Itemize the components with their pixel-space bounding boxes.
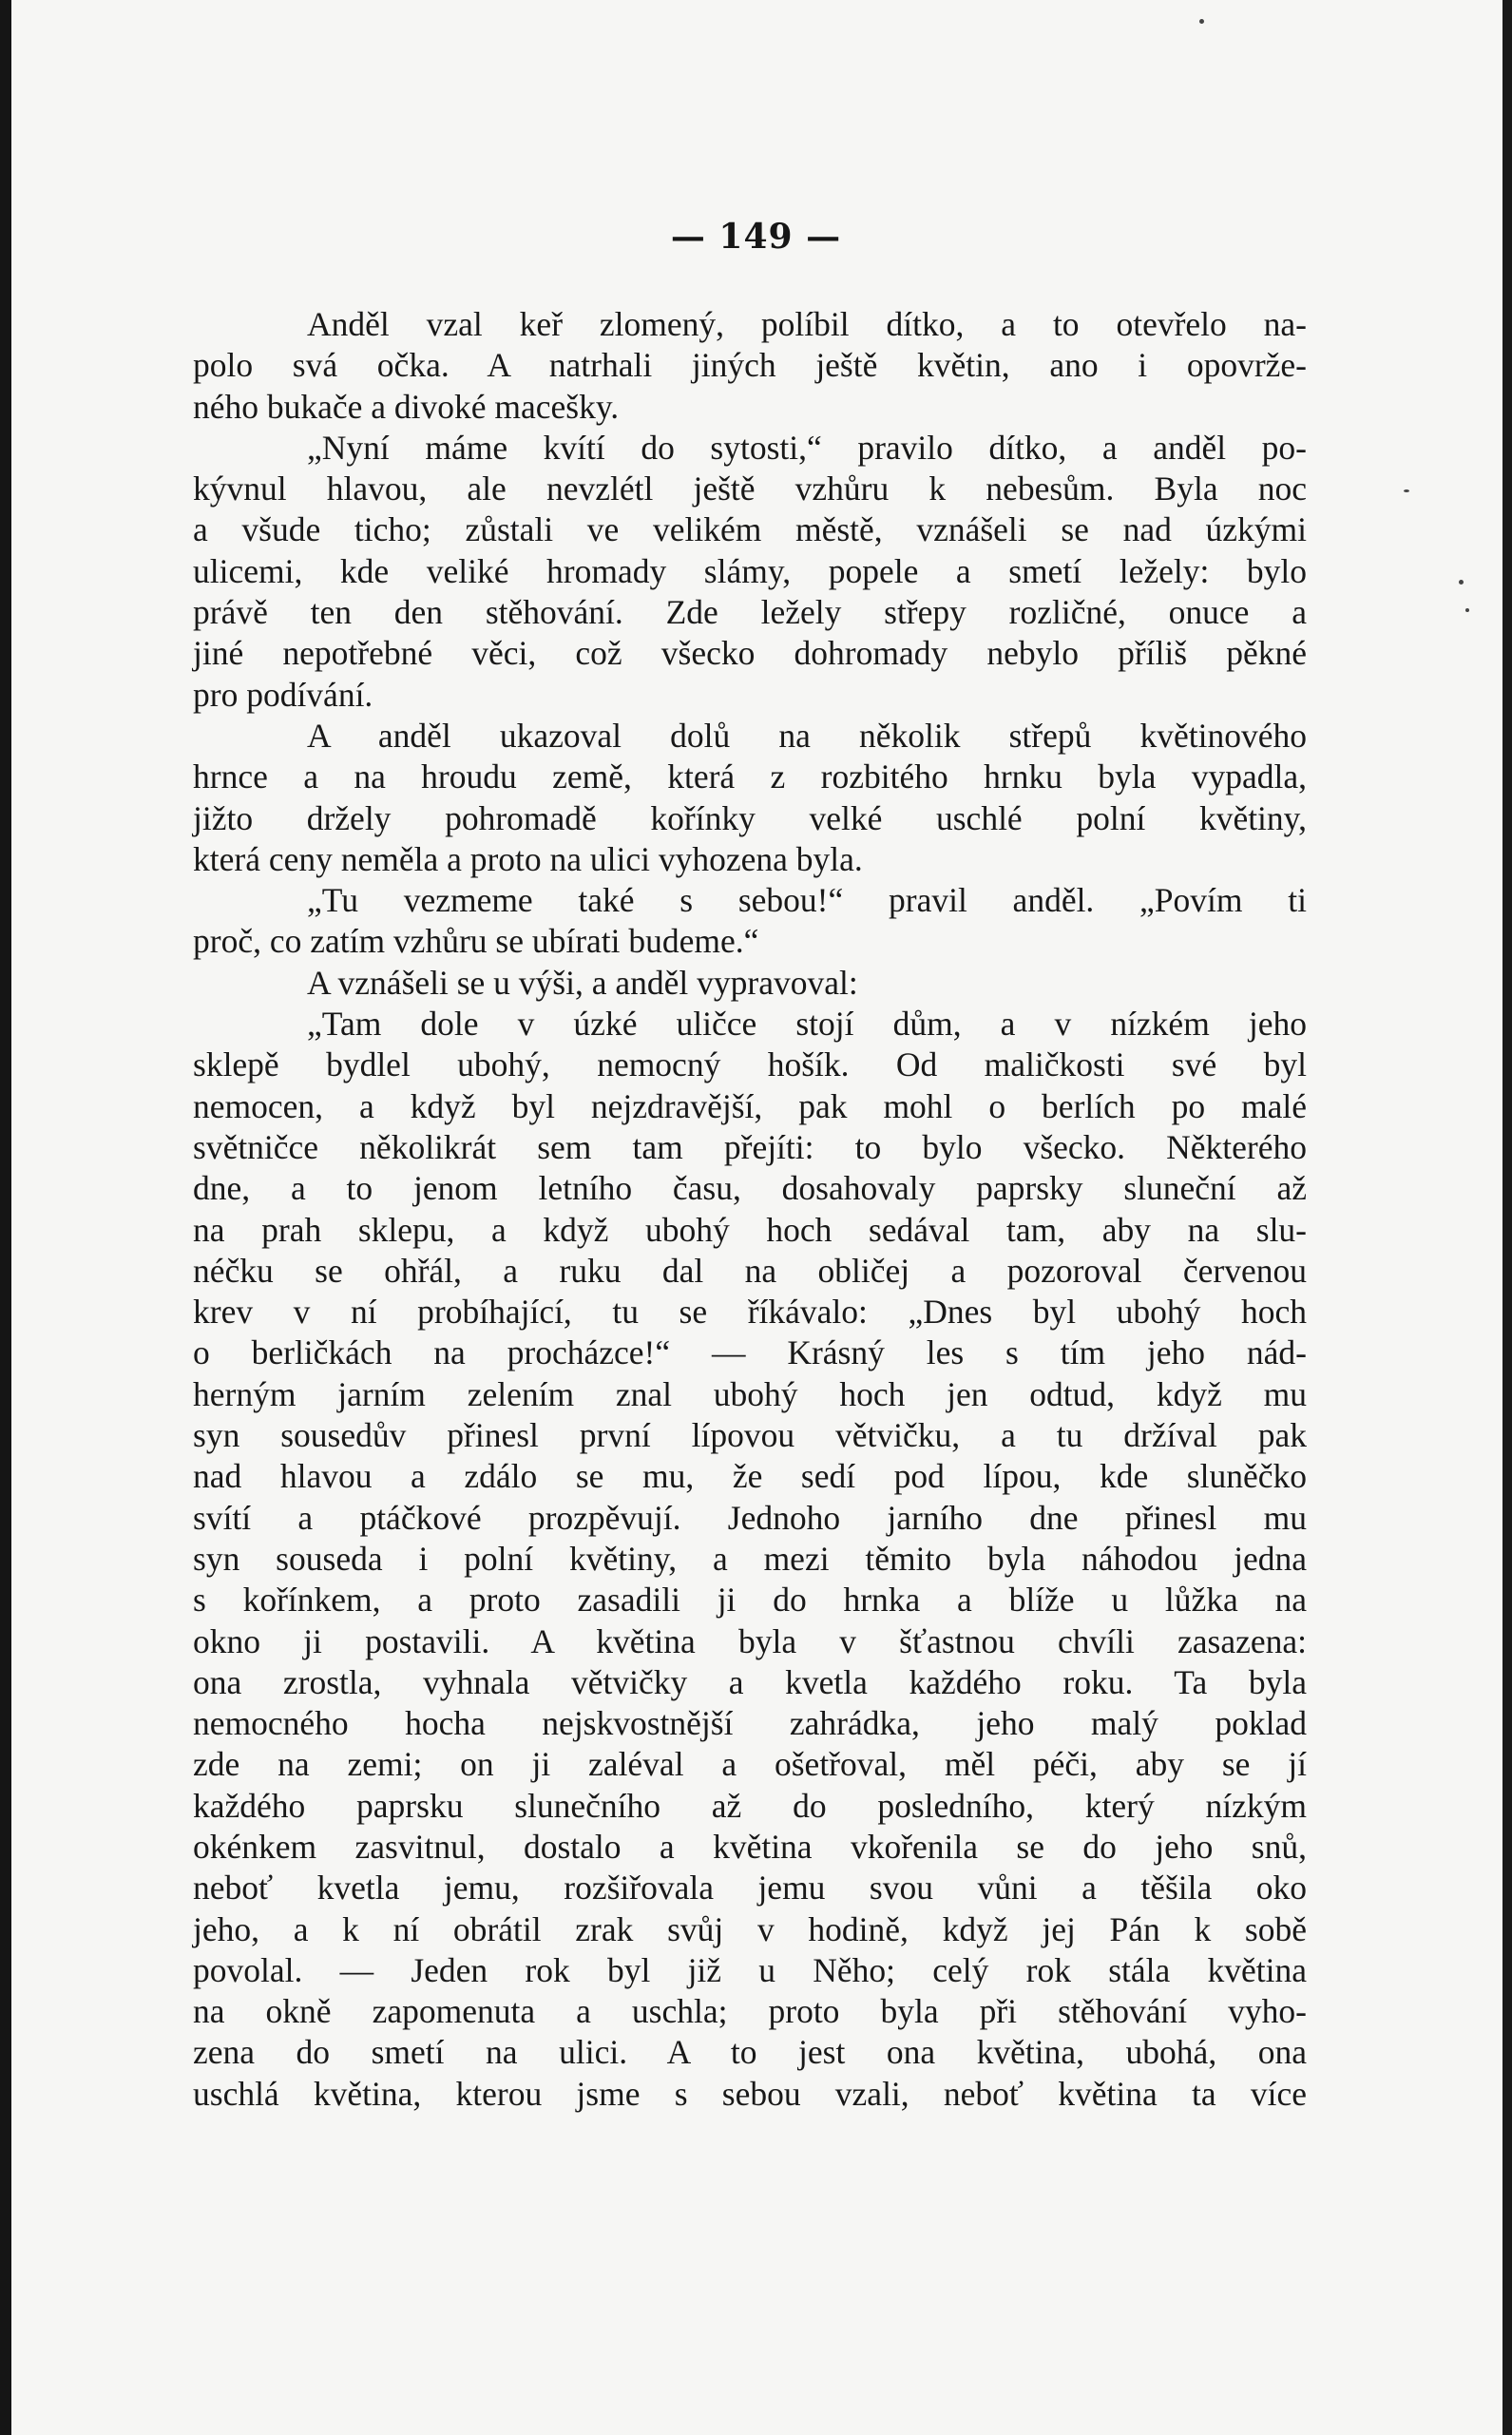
text-line: nemocen, a když byl nejzdravější, pak mohl o berlích po malé — [193, 1086, 1307, 1125]
text-line: kývnul hlavou, ale nevzlétl ještě vzhůru k nebesům. Byla noc — [193, 470, 1307, 508]
text-line: pro podívání. — [193, 675, 373, 714]
text-line: dne, a to jenom letního času, dosahovaly paprsky sluneční až — [193, 1169, 1307, 1208]
body-text — [193, 304, 1307, 2115]
text-line: sklepě bydlel ubohý, nemocný hošík. Od maličkosti své byl — [193, 1045, 1307, 1084]
text-line: ného bukače a divoké macešky. — [193, 387, 620, 426]
text-line: jeho, a k ní obrátil zrak svůj v hodině, když jej Pán k sobě — [193, 1909, 1307, 1948]
text-line: ona zrostla, vyhnala větvičky a kvetla každého roku. Ta byla — [193, 1662, 1307, 1701]
text-line: „Tam dole v úzké uličce stojí dům, a v nízkém jeho — [307, 1005, 1307, 1044]
text-line: a všude ticho; zůstali ve velikém městě, vznášeli se nad úzkými — [193, 510, 1307, 549]
text-line: „Nyní máme kvítí do sytosti,“ pravilo dítko, a anděl po- — [307, 428, 1307, 467]
text-line: nemocného hocha nejskvostnější zahrádka, jeho malý poklad — [193, 1704, 1307, 1743]
text-line: néčku se ohřál, a ruku dal na obličej a pozoroval červenou — [193, 1251, 1307, 1290]
text-line: o berličkách na procházce!“ — Krásný les s tím jeho nád- — [193, 1333, 1307, 1372]
text-line: neboť kvetla jemu, rozšiřovala jemu svou vůni a těšila oko — [193, 1869, 1307, 1908]
text-line: krev v ní probíhající, tu se říkávalo: „Dnes byl ubohý hoch — [193, 1293, 1307, 1332]
text-line: uschlá květina, kterou jsme s sebou vzali, neboť květina ta více — [193, 2074, 1307, 2113]
scan-edge-left — [0, 0, 11, 2435]
text-line: svítí a ptáčkové prozpěvují. Jednoho jarního dne přinesl mu — [193, 1498, 1307, 1537]
text-line: proč, co zatím vzhůru se ubírati budeme.“ — [193, 922, 759, 961]
text-line: okno ji postavili. A květina byla v šťastnou chvíli zasazena: — [193, 1621, 1307, 1660]
scan-speck — [1459, 580, 1464, 585]
text-line: s kořínkem, a proto zasadili ji do hrnka a blíže u lůžka na — [193, 1581, 1307, 1620]
text-line: jižto držely pohromadě kořínky velké uschlé polní květiny, — [193, 798, 1307, 837]
page-number: — 149 — — [670, 217, 842, 257]
text-line: povolal. — Jeden rok byl již u Něho; celý rok stála květina — [193, 1950, 1307, 1989]
text-line: světničce několikrát sem tam přejíti: to bylo všecko. Některého — [193, 1127, 1307, 1166]
text-line: A vznášeli se u výši, a anděl vypravoval: — [307, 963, 858, 1002]
text-line: syn sousedův přinesl první lípovou větvičku, a tu držíval pak — [193, 1416, 1307, 1455]
text-line: na prah sklepu, a když ubohý hoch sedával tam, aby na slu- — [193, 1210, 1307, 1249]
scan-speck — [1465, 608, 1469, 612]
text-line: okénkem zasvitnul, dostalo a květina vkořenila se do jeho snů, — [193, 1827, 1307, 1866]
text-line: Anděl vzal keř zlomený, políbil dítko, a to otevřelo na- — [307, 305, 1307, 343]
text-line: každého paprsku slunečního až do posledního, který nízkým — [193, 1786, 1307, 1825]
text-line: hrnce a na hroudu země, která z rozbitého hrnku byla vypadla, — [193, 757, 1307, 796]
text-line: zde na zemi; on ji zaléval a ošetřoval, měl péči, aby se jí — [193, 1745, 1307, 1784]
text-line: právě ten den stěhování. Zde ležely střepy rozličné, onuce a — [193, 593, 1307, 632]
text-line: ulicemi, kde veliké hromady slámy, popele a smetí ležely: bylo — [193, 551, 1307, 590]
text-line: syn souseda i polní květiny, a mezi těmito byla náhodou jedna — [193, 1539, 1307, 1578]
text-line: „Tu vezmeme také s sebou!“ pravil anděl. „Povím ti — [307, 881, 1307, 920]
scan-speck — [1199, 19, 1204, 24]
scan-edge-right — [1502, 0, 1512, 2435]
text-line: jiné nepotřebné věci, což všecko dohromady nebylo příliš pěkné — [193, 634, 1307, 673]
scan-speck — [1404, 489, 1409, 492]
text-line: nad hlavou a zdálo se mu, že sedí pod lípou, kde sluněčko — [193, 1457, 1307, 1496]
text-line: na okně zapomenuta a uschla; proto byla při stěhování vyho- — [193, 1992, 1307, 2031]
text-line: zena do smetí na ulici. A to jest ona květina, ubohá, ona — [193, 2033, 1307, 2072]
text-line: která ceny neměla a proto na ulici vyhozena byla. — [193, 839, 863, 878]
text-line: polo svá očka. A natrhali jiných ještě květin, ano i opovrže- — [193, 346, 1307, 385]
text-line: A anděl ukazoval dolů na několik střepů květinového — [307, 716, 1307, 755]
text-line: herným jarním zelením znal ubohý hoch jen odtud, když mu — [193, 1374, 1307, 1413]
